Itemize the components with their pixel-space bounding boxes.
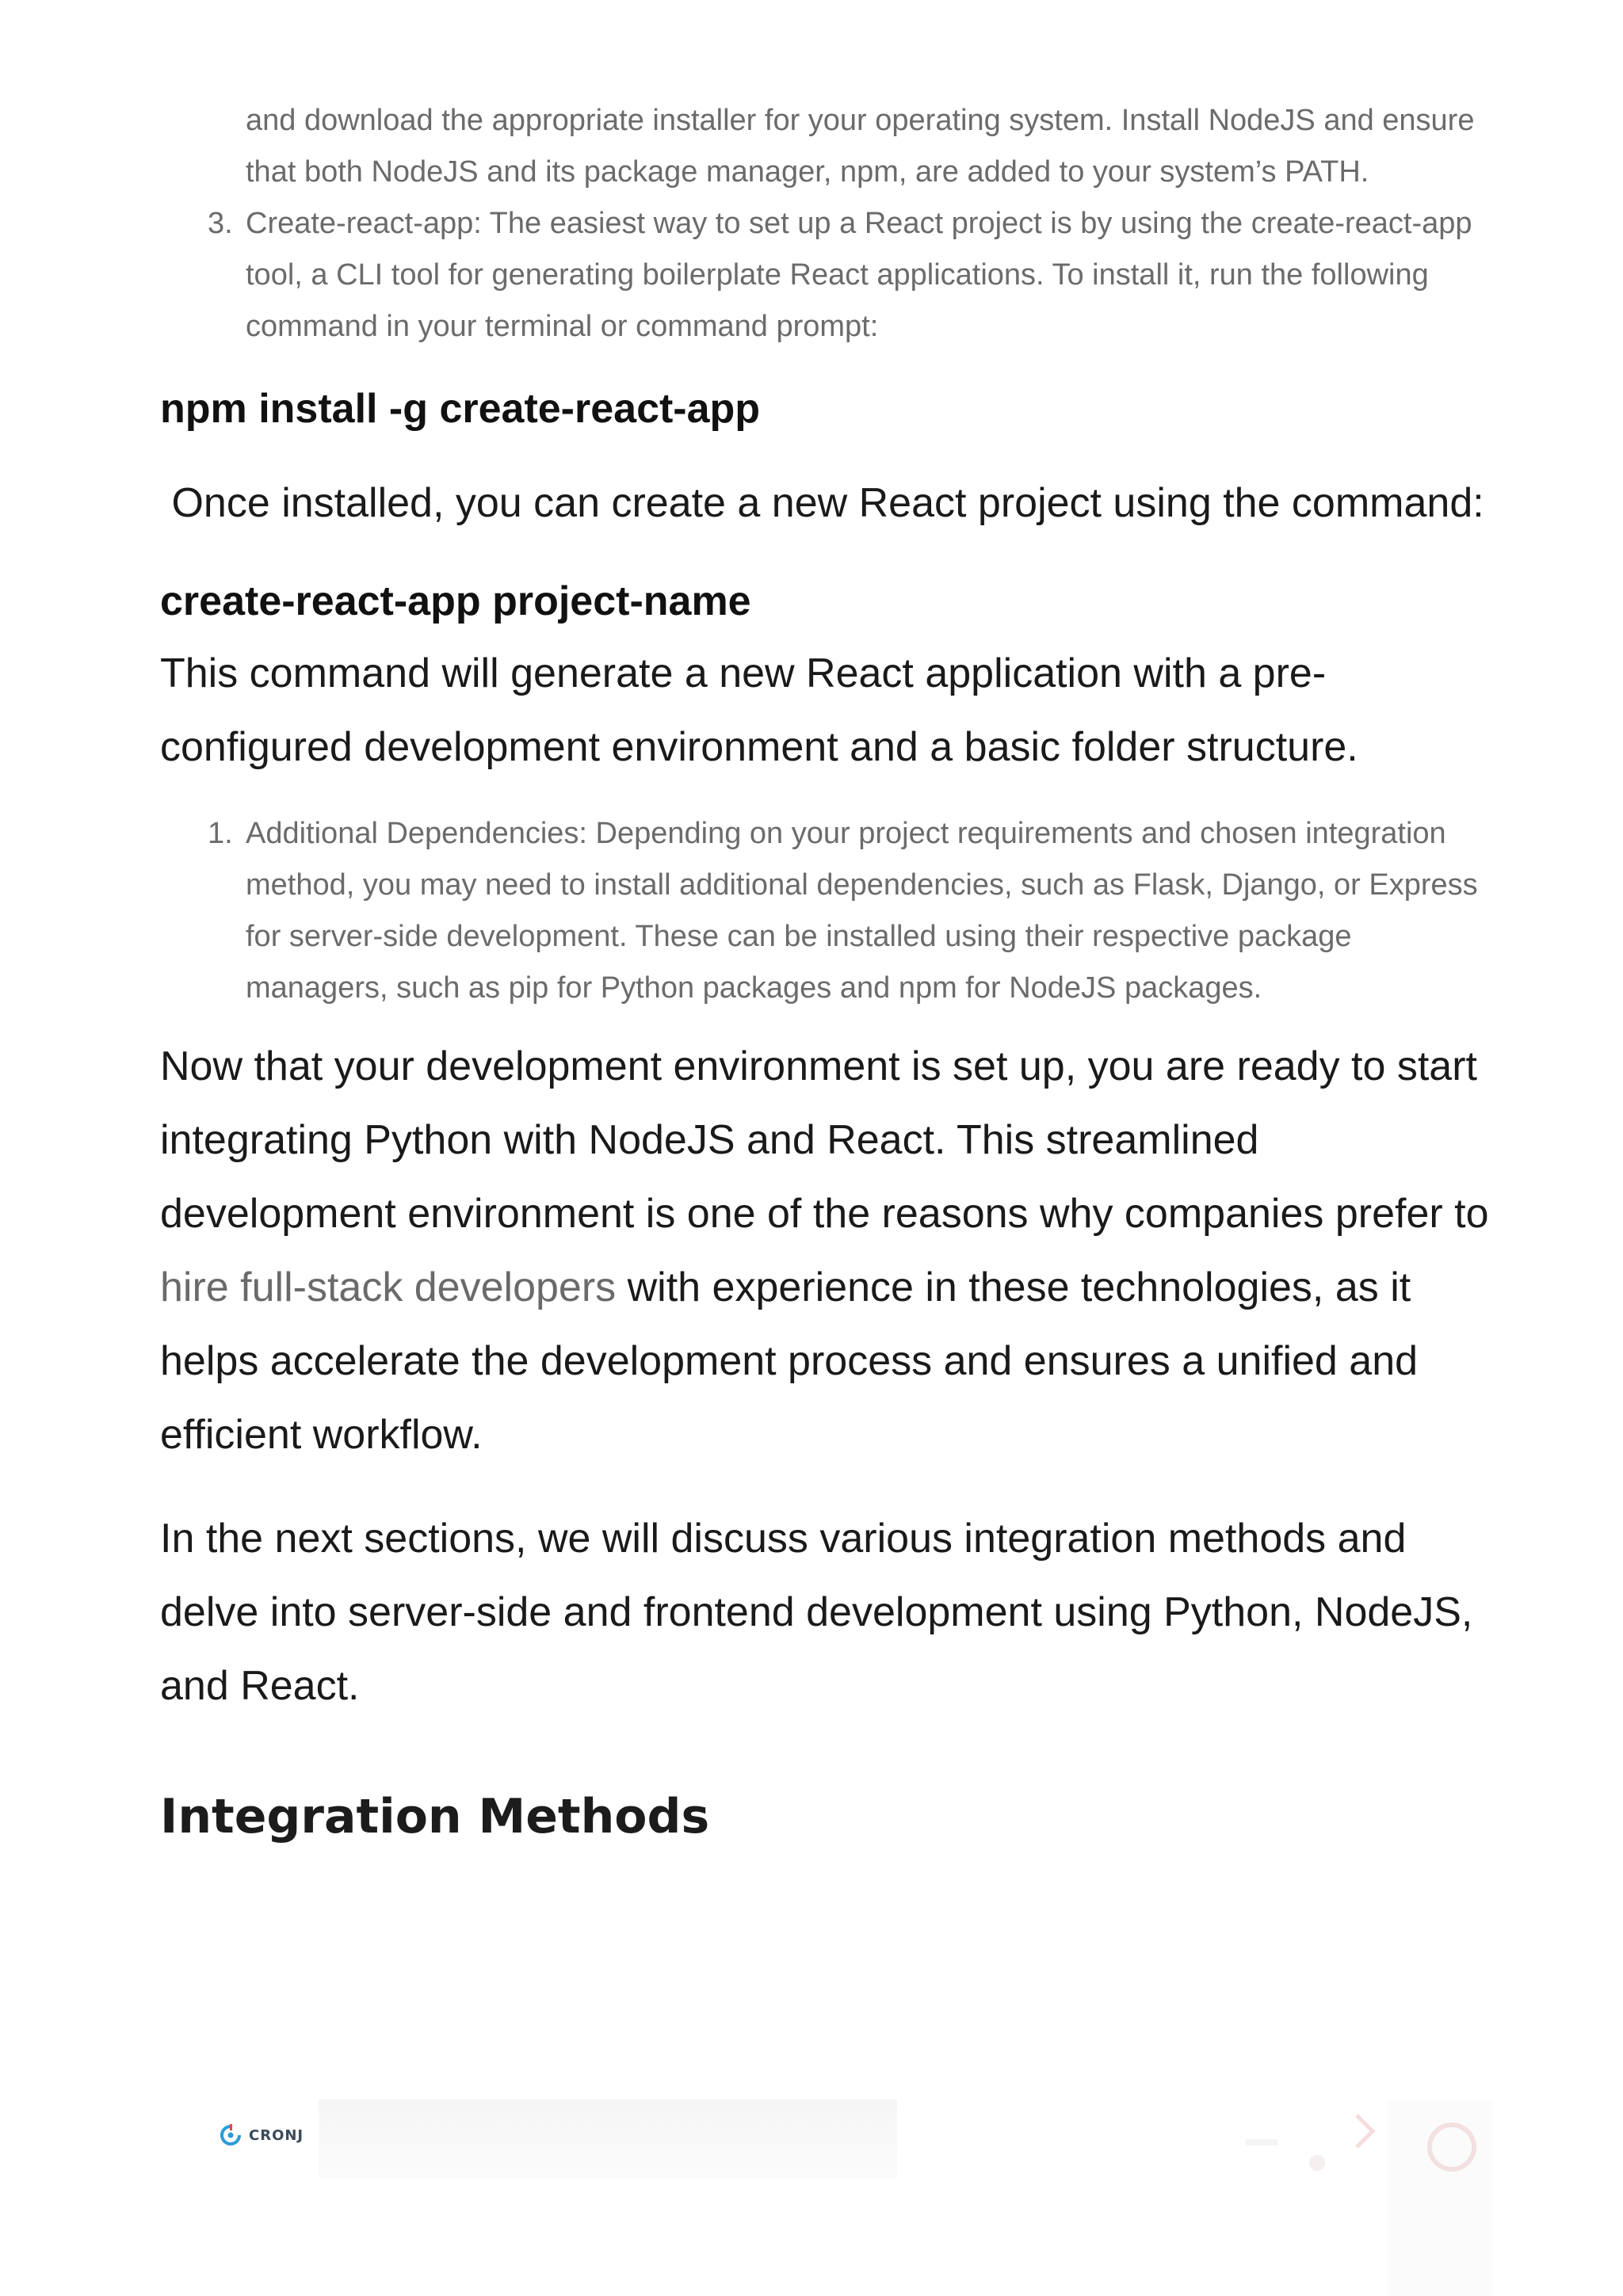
ready-text-before: Now that your development environment is set up, you are ready to start integrating Python with NodeJS and React. This streamlined development environment is one of the reasons why companies prefer to xyxy=(160,1043,1489,1237)
once-installed-text: Once installed, you can create a new React project using the command: xyxy=(160,480,1484,526)
banner-decoration xyxy=(1151,2100,1491,2296)
cronj-logo xyxy=(219,2123,304,2147)
generate-text: This command will generate a new React application with a pre-configured development environment and a basic folder structure. xyxy=(160,650,1358,770)
ready-paragraph xyxy=(160,1030,1491,1472)
section-heading: Integration Methods xyxy=(160,1789,710,1844)
list-item-text: Create-react-app: The easiest way to set up a React project is by using the create-react-app tool, a CLI tool for generating boilerplate React applications. To install it, run the following command in your terminal or command prompt: xyxy=(246,207,1472,343)
list-item-text: Additional Dependencies: Depending on your project requirements and chosen integration method, you may need to install additional dependencies, such as Flask, Django, or Express for server-side development. These can be installed using their respective package managers, such as pip for Python packages and npm for NodeJS packages. xyxy=(246,817,1478,1005)
install-command: npm install -g create-react-app xyxy=(160,386,761,432)
list-item-number: 3. xyxy=(208,207,233,240)
article-content xyxy=(160,95,1491,1848)
banner-strip xyxy=(319,2100,897,2179)
cronj-logo-text: CRONJ xyxy=(249,2126,304,2144)
hire-developers-link[interactable]: hire full-stack developers xyxy=(160,1264,617,1310)
list-item-additional-dependencies xyxy=(160,808,1491,1014)
ready-text-after: with experience in these technologies, as it helps accelerate the development process and ensures a unified and efficient workflow. xyxy=(160,1264,1419,1458)
list-item-create-react-app xyxy=(160,198,1491,353)
list-item-text: and download the appropriate installer for your operating system. Install NodeJS and ensure that both NodeJS and its package manager, npm, are added to your system’s PATH. xyxy=(246,104,1475,189)
integration-banner-image xyxy=(160,2100,1491,2296)
list-item-continuation xyxy=(160,95,1491,198)
next-sections-paragraph: In the next sections, we will discuss various integration methods and delve into server-side and frontend development using Python, NodeJS, and React. xyxy=(160,1516,1473,1709)
create-command: create-react-app project-name xyxy=(160,578,751,624)
list-item-number: 1. xyxy=(208,817,233,850)
cronj-logo-icon xyxy=(219,2123,242,2147)
